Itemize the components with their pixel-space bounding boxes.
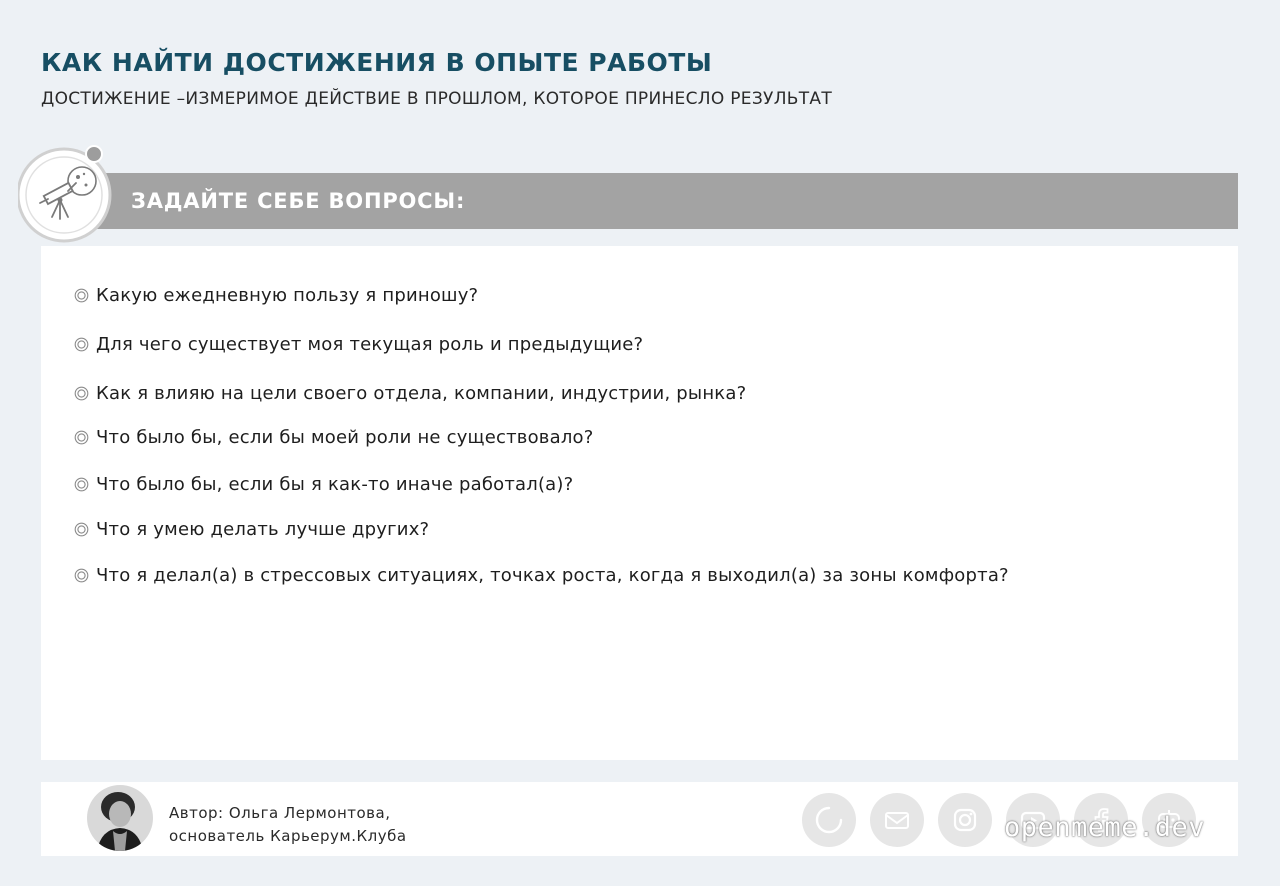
- list-item: [74, 565, 1009, 586]
- author-role: основатель Карьерум.Клуба: [169, 827, 407, 845]
- question-text: Что я умею делать лучше других?: [96, 519, 430, 540]
- instagram-icon[interactable]: [938, 793, 992, 847]
- circle-logo-icon[interactable]: [802, 793, 856, 847]
- avatar: [87, 785, 153, 851]
- section-banner: [94, 173, 1238, 229]
- questions-card: [41, 246, 1238, 760]
- question-text: Что я делал(а) в стрессовых ситуациях, точках роста, когда я выходил(а) за зоны комфорта?: [96, 565, 1009, 586]
- list-item: [74, 285, 478, 306]
- banner-label: ЗАДАЙТЕ СЕБЕ ВОПРОСЫ:: [131, 189, 466, 213]
- bullet-icon: [74, 568, 89, 583]
- bullet-icon: [74, 477, 89, 492]
- bullet-icon: [74, 337, 89, 352]
- list-item: [74, 383, 746, 404]
- question-text: Какую ежедневную пользу я приношу?: [96, 285, 479, 306]
- question-text: Для чего существует моя текущая роль и предыдущие?: [96, 334, 644, 355]
- author-credit: [169, 802, 407, 848]
- question-text: Как я влияю на цели своего отдела, компании, индустрии, рынка?: [96, 383, 747, 404]
- page-title: КАК НАЙТИ ДОСТИЖЕНИЯ В ОПЫТЕ РАБОТЫ: [41, 48, 713, 77]
- list-item: [74, 474, 573, 495]
- author-name: Автор: Ольга Лермонтова,: [169, 804, 391, 822]
- telescope-icon: [18, 145, 118, 245]
- bullet-icon: [74, 430, 89, 445]
- question-text: Что было бы, если бы моей роли не существовало?: [96, 427, 594, 448]
- mail-icon[interactable]: [870, 793, 924, 847]
- list-item: [74, 427, 594, 448]
- page-subtitle: ДОСТИЖЕНИЕ –ИЗМЕРИМОЕ ДЕЙСТВИЕ В ПРОШЛОМ, КОТОРОЕ ПРИНЕСЛО РЕЗУЛЬТАТ: [41, 89, 833, 109]
- bullet-icon: [74, 386, 89, 401]
- bullet-icon: [74, 288, 89, 303]
- question-text: Что было бы, если бы я как-то иначе работал(а)?: [96, 474, 574, 495]
- watermark: openmeme.dev: [1004, 812, 1206, 843]
- list-item: [74, 519, 429, 540]
- bullet-icon: [74, 522, 89, 537]
- list-item: [74, 334, 643, 355]
